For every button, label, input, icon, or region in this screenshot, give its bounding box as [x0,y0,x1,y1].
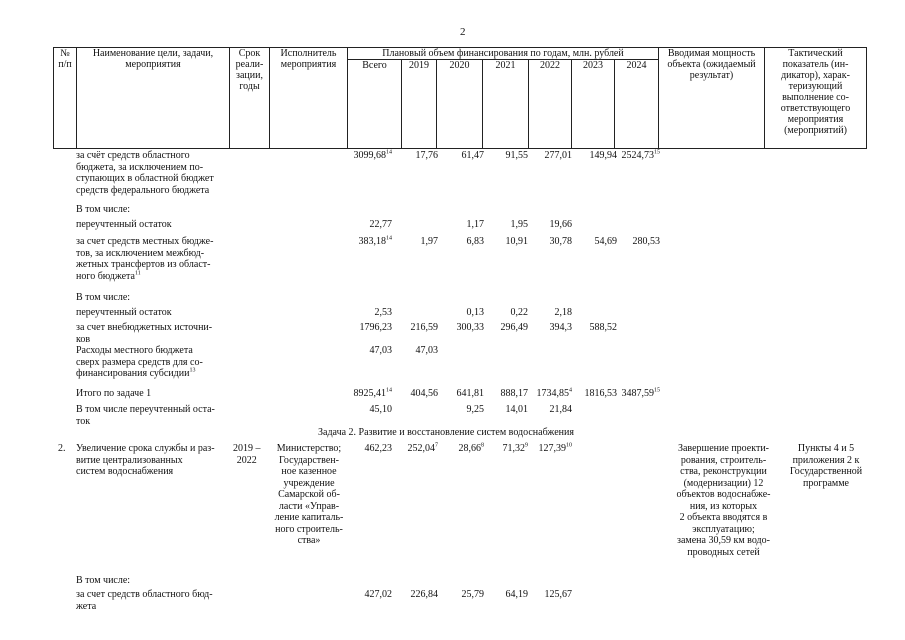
cell-total: 45,10 [369,404,392,415]
cell-y2022: 394,3 [549,322,572,333]
cell-y2020: 28,66$^8$ [458,442,484,454]
header-capacity: Вводимая мощность объекта (ожидаемый результат) [659,48,765,149]
header-indicator: Тактический показатель (ин- дикатор), харак- теризующий выполнение со- ответствующего мероприятия (мероприятий) [765,48,867,149]
header-year-2019: 2019 [402,60,437,149]
cell-y2019: 17,76 [415,150,438,161]
row-label: В том числе: [76,204,131,215]
cell-y2022: 127,39$^{10}$ [538,442,572,454]
cell-y2022: 2,18 [554,307,572,318]
cell-y2022: 19,66 [549,219,572,230]
row-label: переучтенный остаток [76,307,172,318]
cell-y2019: 216,59 [410,322,438,333]
cell-y2021: 71,32$^9$ [502,442,528,454]
row-label: за счёт средств областного бюджета, за исключением по- ступающих в областной бюджет средств федерального бюджета [76,150,214,196]
cell-y2020: 25,79 [461,589,484,600]
item-2-indicator: Пункты 4 и 5 приложения 2 к Государственной программе [789,443,863,489]
cell-y2024: 2524,73$^{15}$ [621,149,660,161]
cell-y2021: 10,91 [505,236,528,247]
cell-y2020: 641,81 [456,388,484,399]
row-label: Расходы местного бюджета сверх размера средств для со- финансирования субсидии$^{13}$ [76,345,203,379]
page-number: 2 [460,26,466,38]
header-year-2024: 2024 [615,60,659,149]
cell-y2019: 252,04$^7$ [407,442,438,454]
header-executor: Исполнитель мероприятия [270,48,348,149]
header-year-2020: 2020 [437,60,483,149]
header-name: Наименование цели, задачи, мероприятия [77,48,230,149]
cell-y2020: 6,83 [466,236,484,247]
cell-y2023: 54,69 [594,236,617,247]
cell-y2020: 300,33 [456,322,484,333]
row-label: В том числе переучтенный оста- ток [76,404,215,427]
cell-y2022: 30,78 [549,236,572,247]
header-year-2022: 2022 [529,60,572,149]
cell-total: 22,77 [369,219,392,230]
cell-y2021: 14,01 [505,404,528,415]
cell-y2021: 296,49 [500,322,528,333]
row-label: Итого по задаче 1 [76,388,152,399]
row-label: за счет средств местных бюдже- тов, за исключением межбюд- жетных трансфертов из област- ного бюджета$^{11}$ [76,236,214,282]
header-year-2023: 2023 [572,60,615,149]
cell-total: 2,53 [374,307,392,318]
header-term: Срок реали- зации, годы [230,48,270,149]
cell-y2021: 0,22 [510,307,528,318]
cell-y2023: 149,94 [589,150,617,161]
header-year-2021: 2021 [483,60,529,149]
cell-y2019: 226,84 [410,589,438,600]
cell-total: 383,18$^{14}$ [358,235,392,247]
cell-total: 8925,41$^{14}$ [353,387,392,399]
cell-y2019: 47,03 [415,345,438,356]
row-label: В том числе: [76,292,131,303]
row-label: за счет внебюджетных источни- ков [76,322,213,345]
cell-total: 3099,68$^{14}$ [353,149,392,161]
task-2-title: Задача 2. Развитие и восстановление систем водоснабжения [318,427,574,438]
header-plan: Плановый объем финансирования по годам, млн. рублей [348,48,659,60]
header-year-total: Всего [348,60,402,149]
cell-total: 427,02 [364,589,392,600]
cell-y2024: 3487,59$^{15}$ [621,387,660,399]
cell-y2024: 280,53 [632,236,660,247]
cell-y2020: 61,47 [461,150,484,161]
cell-y2019: 404,56 [410,388,438,399]
cell-y2020: 9,25 [466,404,484,415]
cell-y2023: 588,52 [589,322,617,333]
cell-y2022: 1734,85$^4$ [536,387,572,399]
cell-y2021: 64,19 [505,589,528,600]
cell-total: 47,03 [369,345,392,356]
table-header [53,47,867,149]
cell-y2019: 1,97 [420,236,438,247]
row-label: за счет средств областного бюд- жета [76,589,213,612]
header-num: № п/п [54,48,77,149]
row-label: переучтенный остаток [76,219,172,230]
cell-y2023: 1816,53 [584,388,617,399]
cell-y2022: 21,84 [549,404,572,415]
row-label: В том числе: [76,575,131,586]
cell-total: 1796,23 [359,322,392,333]
cell-y2021: 1,95 [510,219,528,230]
item-2-num: 2. [58,443,66,454]
cell-y2021: 91,55 [505,150,528,161]
item-2-term: 2019 – 2022 [233,443,261,466]
cell-y2022: 125,67 [544,589,572,600]
cell-total: 462,23 [364,443,392,454]
item-2-executor: Министерство; Государствен- ное казенное учреждение Самарской об- ласти «Управ- ление капиталь- ного строитель- ства» [274,443,344,546]
item-2-label: Увеличение срока службы и раз- витие централизованных систем водоснабжения [76,443,215,477]
cell-y2020: 1,17 [466,219,484,230]
cell-y2022: 277,01 [544,150,572,161]
item-2-capacity: Завершение проекти- рования, строитель- ства, реконструкции (модернизации) 12 объектов водоснабже- ния, из которых 2 объекта вводятся в эксплуатацию; замена 30,59 км водо- проводных сетей [676,443,771,558]
cell-y2021: 888,17 [500,388,528,399]
cell-y2020: 0,13 [466,307,484,318]
